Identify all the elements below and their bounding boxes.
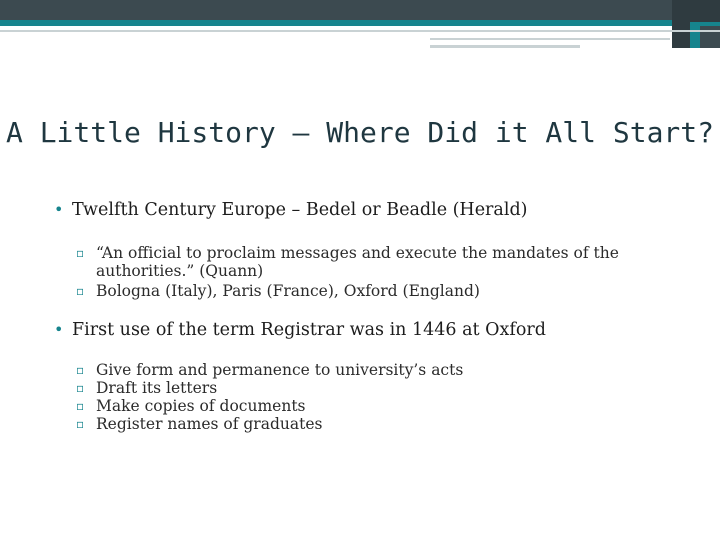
- bullet-dot-icon: •: [54, 320, 64, 339]
- sub-bullet-square-icon: ▫: [76, 381, 85, 395]
- sub-bullet-text: “An official to proclaim messages and execute the mandates of the authorities.” (Quann): [96, 244, 619, 280]
- sub-bullet-text: Bologna (Italy), Paris (France), Oxford (England): [96, 282, 480, 300]
- bullet-text: Twelfth Century Europe – Bedel or Beadle (Herald): [72, 200, 528, 220]
- header-rule-shorter: [430, 45, 580, 48]
- bullet-dot-icon: •: [54, 200, 64, 219]
- sub-bullet-square-icon: ▫: [76, 417, 85, 431]
- sub-bullet-item: [76, 379, 696, 397]
- sub-bullet-item: [76, 415, 696, 433]
- bullet-text: First use of the term Registrar was in 1446 at Oxford: [72, 320, 546, 340]
- sub-bullet-item: [76, 282, 696, 300]
- sub-bullet-item: [76, 244, 696, 280]
- sub-bullet-square-icon: ▫: [76, 284, 85, 298]
- sub-bullet-square-icon: ▫: [76, 363, 85, 377]
- sub-bullet-item: [76, 361, 696, 379]
- header-band-dark: [0, 0, 720, 20]
- bullet-item: [54, 320, 702, 340]
- sub-bullet-square-icon: ▫: [76, 246, 85, 260]
- sub-bullet-square-icon: ▫: [76, 399, 85, 413]
- bullet-item: [54, 200, 702, 220]
- sub-bullet-text: Give form and permanence to university’s acts: [96, 361, 464, 379]
- sub-bullet-item: [76, 397, 696, 415]
- slide-title: A Little History – Where Did it All Start?: [5, 116, 714, 149]
- sub-bullet-text: Register names of graduates: [96, 415, 323, 433]
- header-rule: [0, 30, 720, 32]
- sub-bullet-text: Draft its letters: [96, 379, 218, 397]
- header-rule-short: [430, 38, 670, 40]
- header-band-teal: [0, 20, 720, 26]
- sub-bullet-text: Make copies of documents: [96, 397, 306, 415]
